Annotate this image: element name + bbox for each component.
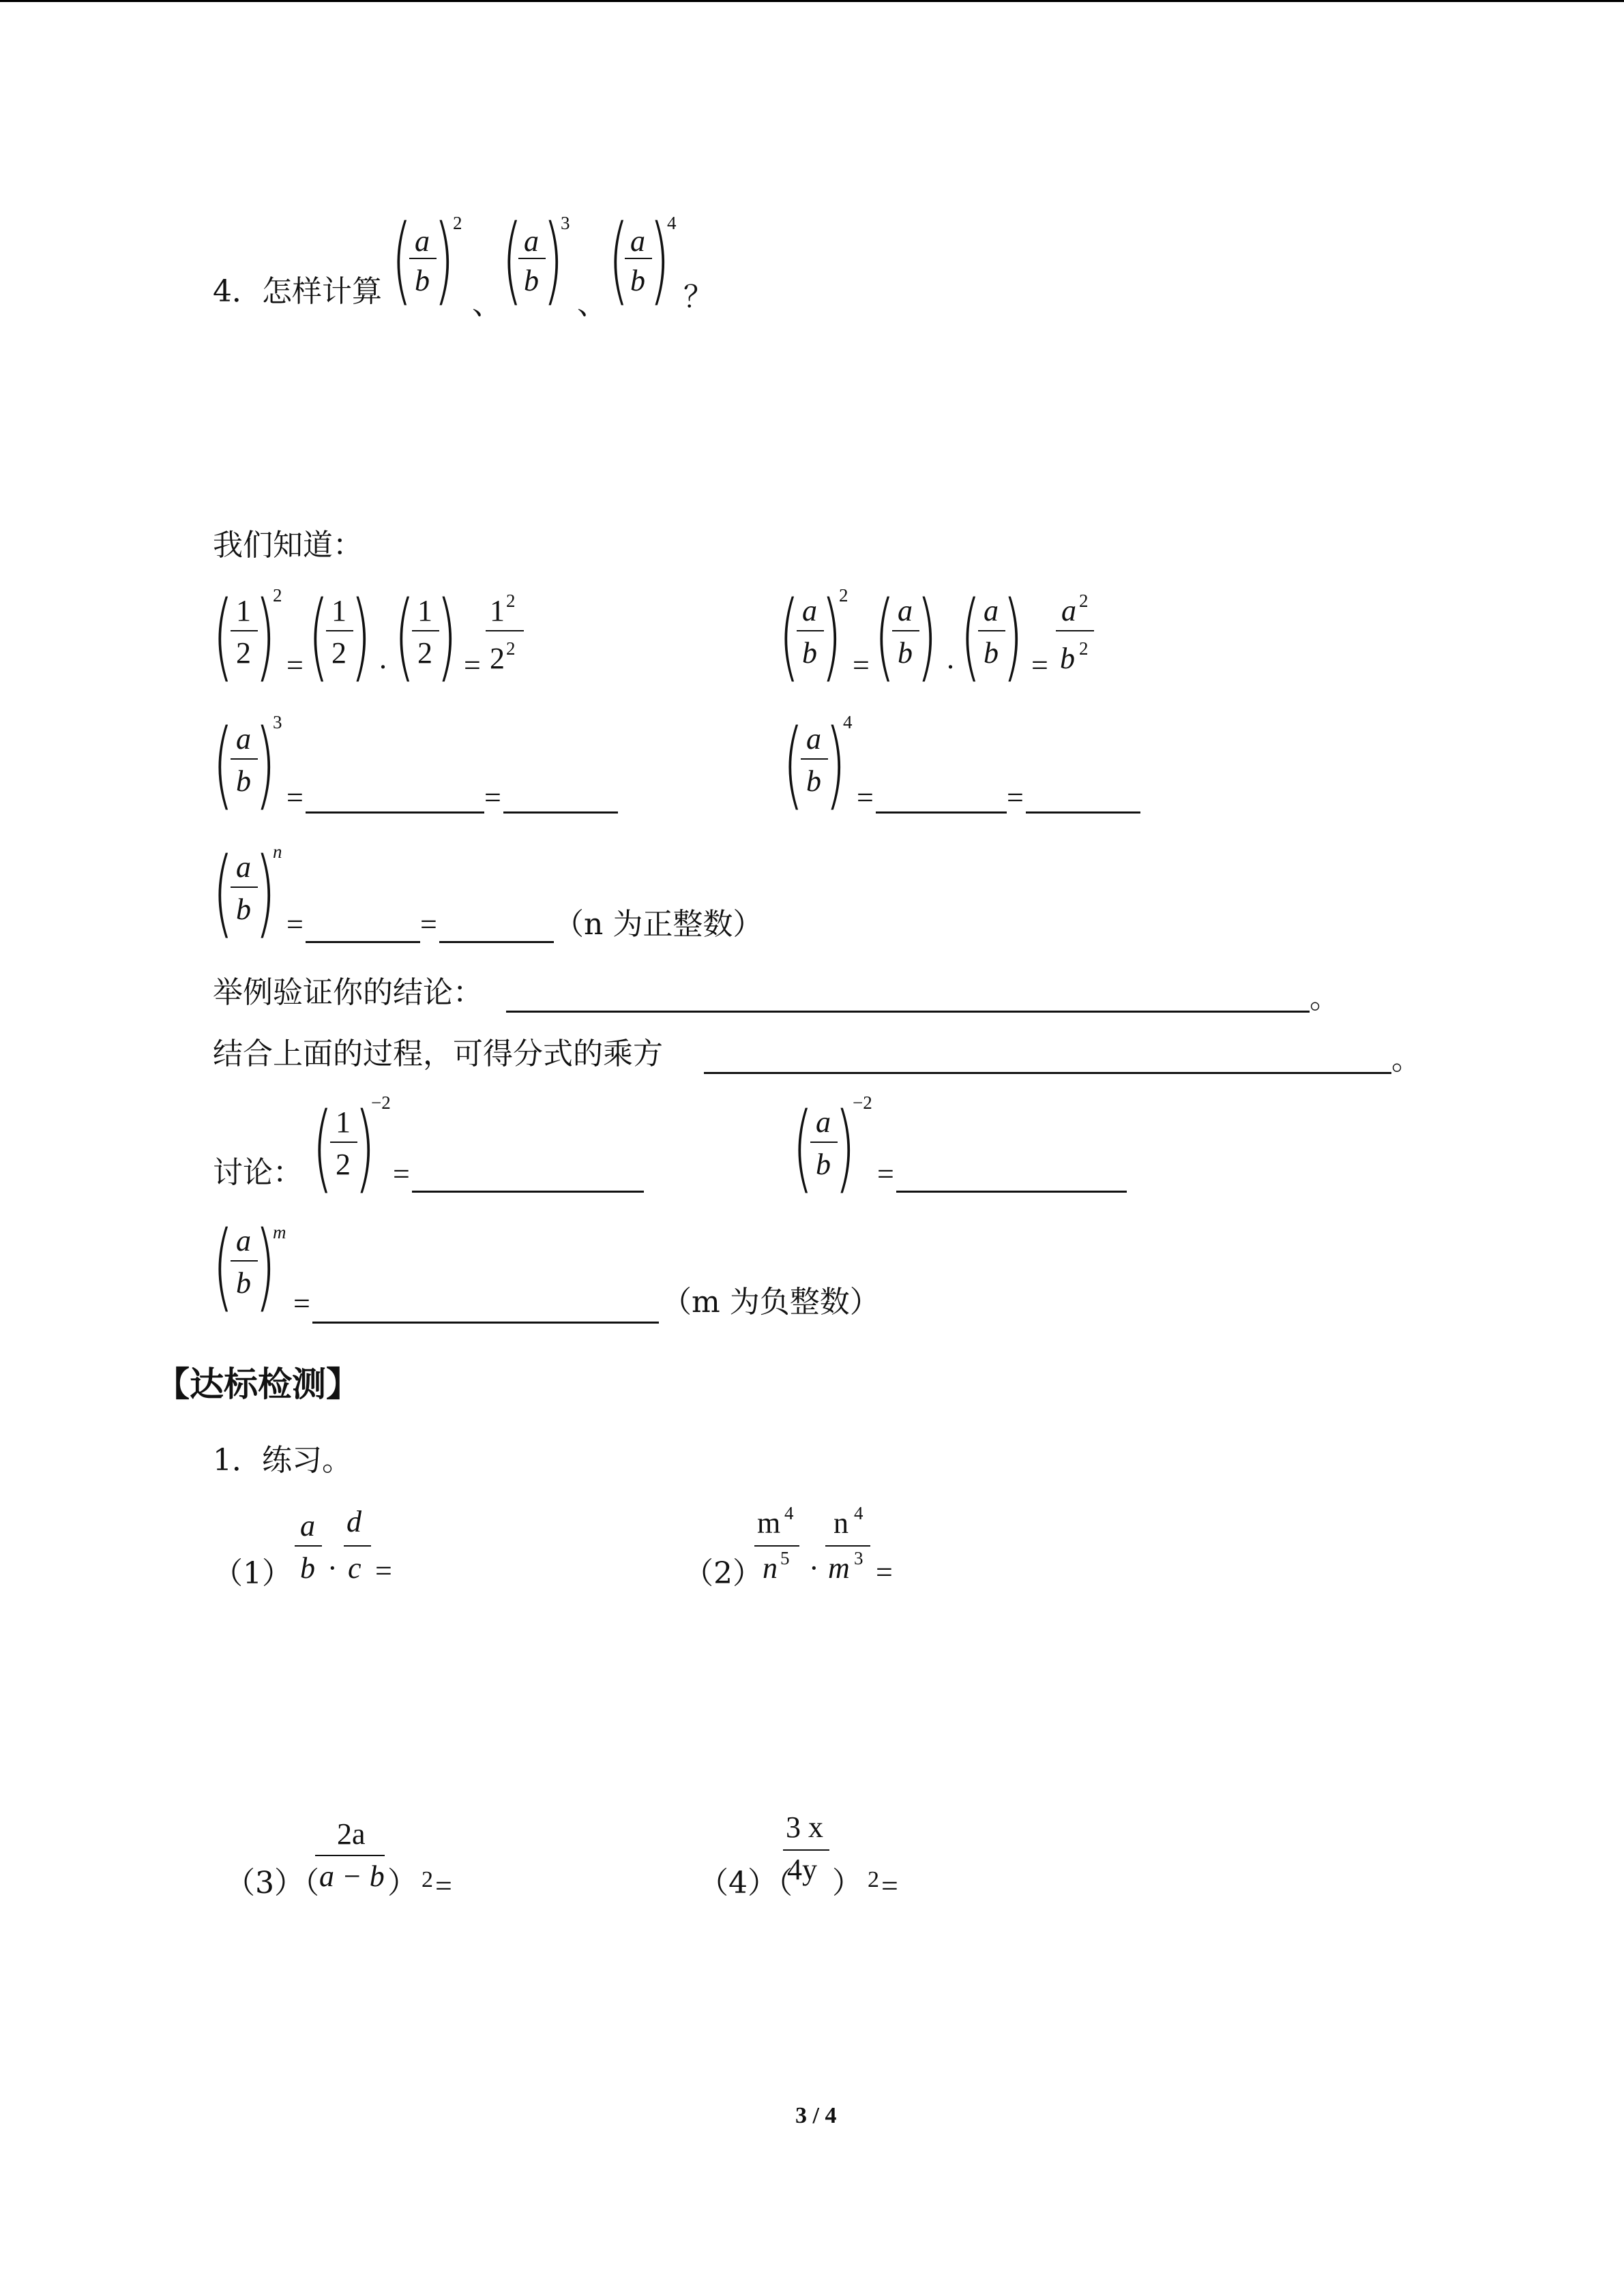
exponent: 4: [843, 712, 853, 732]
separator: 、: [577, 286, 607, 321]
fraction-line: [231, 758, 258, 760]
fraction-numerator: 1: [417, 594, 432, 627]
fraction-denominator: 4y: [787, 1853, 817, 1886]
paren-left: (: [392, 205, 413, 316]
fraction-denominator: n: [763, 1551, 778, 1585]
exponent: 4: [667, 213, 677, 233]
fraction-numerator: 1: [236, 594, 251, 627]
answer-blank[interactable]: [439, 941, 554, 943]
paren-left: (: [213, 709, 234, 820]
paren-left: (: [394, 581, 415, 692]
fraction-line: [295, 1545, 322, 1547]
problem-3-label: （3）（: [225, 1866, 319, 1900]
fraction-line: [231, 1260, 258, 1262]
equals-sign: =: [876, 1555, 893, 1589]
paren-right: ): [255, 837, 276, 949]
answer-blank[interactable]: [312, 1322, 659, 1324]
fraction-line: [801, 758, 828, 760]
answer-blank[interactable]: [306, 941, 420, 943]
paren-left: (: [960, 581, 981, 692]
exponent: 3: [561, 213, 570, 233]
fraction-numerator: a: [630, 224, 645, 258]
fraction-line: [326, 630, 353, 631]
equals-sign: =: [286, 781, 304, 814]
fraction-numerator: d: [346, 1505, 361, 1538]
paren-right: ): [434, 205, 455, 316]
equals-sign: =: [435, 1869, 452, 1903]
fraction-denominator: c: [348, 1551, 361, 1585]
fraction-numerator: a: [898, 594, 913, 627]
combine-label: 结合上面的过程，可得分式的乘方: [213, 1037, 663, 1071]
equals-sign: =: [1031, 648, 1048, 682]
fraction-numerator: m: [757, 1506, 781, 1540]
fraction-numerator: 1: [490, 594, 505, 627]
combine-blank[interactable]: [704, 1072, 1391, 1074]
paren-left: (: [213, 1211, 234, 1322]
paren-close: ）: [387, 1866, 417, 1900]
fraction-line: [783, 1849, 829, 1851]
q4-label: 4．怎样计算: [213, 274, 382, 309]
exponent: 2: [868, 1867, 879, 1892]
exponent: 4: [854, 1503, 863, 1523]
answer-blank[interactable]: [306, 811, 484, 814]
exponent: 2: [839, 585, 848, 606]
fraction-line: [344, 1545, 371, 1547]
problem-4-label: （4）（: [698, 1866, 793, 1900]
fraction-denominator: b: [300, 1551, 315, 1585]
exponent: 4: [784, 1503, 794, 1523]
paren-left: (: [308, 581, 329, 692]
fraction-line: [231, 886, 258, 888]
fraction-line: [231, 630, 258, 631]
answer-blank[interactable]: [896, 1191, 1127, 1193]
problem-2-label: （2）: [683, 1556, 763, 1591]
equals-sign: =: [375, 1554, 392, 1587]
exponent: 2: [1079, 591, 1089, 611]
exponent: 2: [506, 638, 516, 659]
exponent: 2: [506, 591, 516, 611]
paren-right: ): [1003, 581, 1024, 692]
fraction-denominator: b: [236, 893, 251, 926]
fraction-numerator: a: [236, 722, 251, 756]
verify-label: 举例验证你的结论：: [213, 975, 483, 1010]
paren-right: ): [543, 205, 564, 316]
exponent: 2: [422, 1867, 433, 1892]
fraction-line: [486, 630, 524, 631]
exponent: −2: [371, 1092, 391, 1113]
fraction-denominator: m: [828, 1551, 850, 1585]
fraction-line: [409, 258, 437, 259]
exponent: n: [273, 841, 282, 862]
condition-note: （n 为正整数）: [554, 907, 763, 942]
exponent: 2: [1079, 638, 1089, 659]
discuss-label: 讨论：: [213, 1155, 303, 1190]
paren-left: (: [608, 205, 630, 316]
answer-blank[interactable]: [412, 1191, 644, 1193]
equals-sign: =: [1007, 781, 1024, 814]
fraction-line: [315, 1855, 385, 1856]
fraction-numerator: 1: [336, 1105, 351, 1139]
fraction-denominator: 2: [336, 1148, 351, 1181]
dot-operator: .: [379, 642, 387, 675]
fraction-denominator: b: [236, 764, 251, 798]
fraction-denominator: b: [806, 764, 821, 798]
fraction-line: [754, 1545, 799, 1547]
equals-sign: =: [857, 781, 874, 814]
problem-1-label: （1）: [213, 1556, 292, 1591]
fraction-denominator: a − b: [319, 1860, 385, 1893]
question-mark: ？: [683, 280, 713, 314]
dot-operator: ·: [327, 1551, 338, 1585]
fraction-line: [892, 630, 919, 631]
equals-sign: =: [881, 1869, 898, 1903]
equals-sign: =: [393, 1157, 410, 1191]
paren-right: ): [437, 581, 458, 692]
exponent: 5: [780, 1548, 790, 1568]
answer-blank[interactable]: [503, 811, 618, 814]
exponent: 2: [453, 213, 462, 233]
we-know-label: 我们知道：: [213, 528, 363, 563]
fraction-numerator: 1: [331, 594, 346, 627]
fraction-line: [625, 258, 652, 259]
fraction-denominator: 2: [417, 636, 432, 670]
equals-sign: =: [484, 781, 501, 814]
fraction-line: [518, 258, 546, 259]
paren-left: (: [783, 709, 804, 820]
fraction-denominator: b: [802, 636, 817, 670]
fraction-denominator: 2: [236, 636, 251, 670]
period: 。: [1391, 1042, 1421, 1077]
paren-right: ): [255, 1211, 276, 1322]
paren-left: (: [502, 205, 523, 316]
fraction-numerator: a: [1061, 594, 1076, 627]
equals-sign: =: [286, 908, 304, 941]
fraction-denominator: b: [898, 636, 913, 670]
paren-right: ): [835, 1092, 856, 1204]
paren-right: ): [351, 581, 372, 692]
paren-left: (: [213, 837, 234, 949]
fraction-line: [797, 630, 824, 631]
fraction-denominator: b: [816, 1148, 831, 1181]
equals-sign: =: [420, 908, 437, 941]
practice-title: 1．练习。: [213, 1443, 352, 1478]
fraction-numerator: a: [415, 224, 430, 258]
fraction-numerator: a: [806, 722, 821, 756]
fraction-line: [978, 630, 1005, 631]
fraction-numerator: n: [833, 1506, 848, 1540]
paren-left: (: [793, 1092, 814, 1204]
fraction-line: [825, 1545, 870, 1547]
paren-close: ）: [832, 1866, 862, 1900]
fraction-denominator: b: [236, 1266, 251, 1300]
fraction-numerator: 3 x: [786, 1810, 823, 1844]
exponent: 2: [273, 585, 282, 606]
exponent: m: [273, 1222, 286, 1242]
fraction-denominator: b: [415, 264, 430, 297]
exponent: 3: [854, 1548, 863, 1568]
equals-sign: =: [853, 648, 870, 682]
paren-right: ): [255, 709, 276, 820]
dot-operator: ·: [809, 1551, 819, 1585]
period: 。: [1310, 981, 1340, 1015]
fraction-numerator: a: [236, 850, 251, 884]
verify-blank[interactable]: [506, 1011, 1310, 1013]
fraction-line: [810, 1142, 838, 1143]
fraction-numerator: a: [300, 1509, 315, 1542]
fraction-denominator: 2: [490, 642, 505, 675]
paren-right: ): [825, 709, 846, 820]
paren-right: ): [355, 1092, 376, 1204]
exponent: 3: [273, 712, 282, 732]
answer-blank[interactable]: [1026, 811, 1140, 814]
fraction-numerator: a: [816, 1105, 831, 1139]
equals-sign: =: [877, 1157, 894, 1191]
fraction-line: [1056, 630, 1094, 631]
paren-left: (: [779, 581, 800, 692]
equals-sign: =: [464, 648, 481, 682]
paren-left: (: [312, 1092, 334, 1204]
fraction-line: [412, 630, 439, 631]
equals-sign: =: [286, 648, 304, 682]
page-number: 3 / 4: [795, 2103, 837, 2128]
separator: 、: [472, 286, 502, 321]
fraction-numerator: a: [236, 1224, 251, 1257]
equals-sign: =: [293, 1287, 310, 1320]
answer-blank[interactable]: [876, 811, 1007, 814]
fraction-line: [330, 1142, 357, 1143]
fraction-denominator: b: [630, 264, 645, 297]
fraction-numerator: a: [802, 594, 817, 627]
section-heading: 【达标检测】: [156, 1365, 360, 1404]
paren-right: ): [255, 581, 276, 692]
paren-right: ): [917, 581, 938, 692]
paren-right: ): [821, 581, 842, 692]
fraction-denominator: b: [524, 264, 539, 297]
fraction-numerator: 2a: [337, 1817, 366, 1851]
paren-right: ): [649, 205, 670, 316]
fraction-numerator: a: [524, 224, 539, 258]
fraction-denominator: b: [984, 636, 999, 670]
paren-left: (: [874, 581, 896, 692]
exponent: −2: [853, 1092, 872, 1113]
top-border: [0, 0, 1624, 2]
fraction-numerator: a: [984, 594, 999, 627]
paren-left: (: [213, 581, 234, 692]
dot-operator: .: [947, 642, 954, 675]
fraction-denominator: 2: [331, 636, 346, 670]
fraction-denominator: b: [1060, 642, 1075, 675]
condition-note: （m 为负整数）: [662, 1285, 880, 1320]
